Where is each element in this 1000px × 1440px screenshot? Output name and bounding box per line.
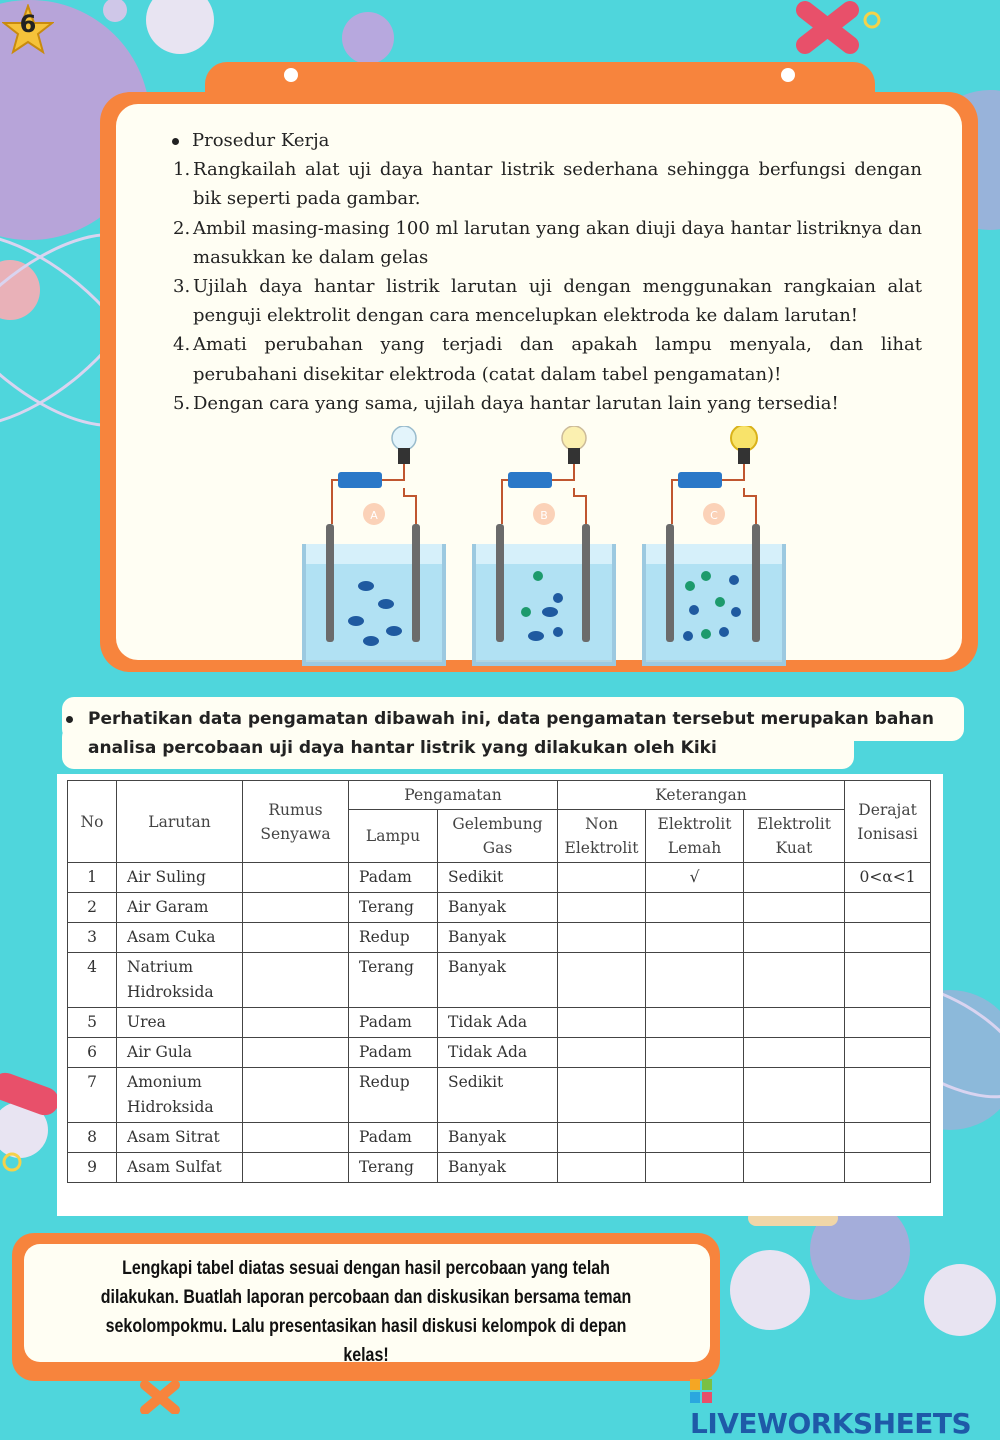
- cell-elektrolit-lemah: [646, 1068, 744, 1123]
- logo-text: LIVEWORKSHEETS: [690, 1407, 972, 1440]
- cell-non-elektrolit: [558, 1068, 646, 1123]
- beaker-c: [644, 426, 784, 664]
- header-keterangan: Keterangan: [558, 781, 845, 810]
- procedure-step: 1. Rangkailah alat uji daya hantar listrik sederhana sehingga berfungsi dengan bik seperti pada gambar.: [173, 159, 922, 210]
- cell-rumus-senyawa: [243, 1153, 349, 1183]
- tab-dot: [781, 68, 795, 82]
- procedure-section: [170, 126, 922, 418]
- bullet: [66, 716, 73, 723]
- cell-larutan: Air Suling: [117, 863, 243, 893]
- cell-rumus-senyawa: [243, 953, 349, 1008]
- cell-lampu: Padam: [349, 1038, 438, 1068]
- cell-gelembung-gas: Banyak: [438, 923, 558, 953]
- cell-larutan: Asam Cuka: [117, 923, 243, 953]
- beaker-b: [474, 426, 614, 664]
- bulb-icon: [731, 426, 757, 451]
- cell-elektrolit-lemah: [646, 923, 744, 953]
- cell-elektrolit-kuat: [744, 1153, 845, 1183]
- cell-no: 7: [68, 1068, 117, 1123]
- cell-lampu: Redup: [349, 923, 438, 953]
- cell-elektrolit-kuat: [744, 1123, 845, 1153]
- cell-no: 2: [68, 893, 117, 923]
- cell-derajat-ionisasi: [845, 923, 931, 953]
- cell-rumus-senyawa: [243, 893, 349, 923]
- cell-non-elektrolit: [558, 1008, 646, 1038]
- cell-derajat-ionisasi: [845, 1038, 931, 1068]
- cell-no: 5: [68, 1008, 117, 1038]
- cell-derajat-ionisasi: [845, 1123, 931, 1153]
- instruction-text: Perhatikan data pengamatan dibawah ini, data pengamatan tersebut merupakan bahan analisa percobaan uji daya hantar listrik yang dilakukan oleh Kiki: [88, 709, 934, 758]
- header-rumus: Rumus Senyawa: [243, 781, 349, 863]
- cell-elektrolit-kuat: [744, 1068, 845, 1123]
- cell-larutan: Air Garam: [117, 893, 243, 923]
- cell-elektrolit-kuat: [744, 1008, 845, 1038]
- table-body: [68, 863, 931, 1183]
- cell-derajat-ionisasi: 0<α<1: [845, 863, 931, 893]
- liveworksheets-icon: [690, 1379, 712, 1403]
- cell-larutan: Amonium Hidroksida: [117, 1068, 243, 1123]
- cell-larutan: Asam Sulfat: [117, 1153, 243, 1183]
- cell-no: 6: [68, 1038, 117, 1068]
- header-non-elektrolit: Non Elektrolit: [558, 810, 646, 863]
- cell-gelembung-gas: Banyak: [438, 893, 558, 923]
- header-no: No: [68, 781, 117, 863]
- cell-elektrolit-lemah: [646, 1038, 744, 1068]
- table-row: [68, 1068, 931, 1123]
- tab-dot: [284, 68, 298, 82]
- cell-larutan: Natrium Hidroksida: [117, 953, 243, 1008]
- bulb-icon: [392, 426, 416, 450]
- beaker-label: B: [540, 509, 548, 522]
- cell-larutan: Air Gula: [117, 1038, 243, 1068]
- battery-icon: [678, 472, 722, 488]
- cell-no: 9: [68, 1153, 117, 1183]
- cell-lampu: Padam: [349, 1123, 438, 1153]
- header-elektrolit-kuat: Elektrolit Kuat: [744, 810, 845, 863]
- table-row: [68, 863, 931, 893]
- cell-rumus-senyawa: [243, 1068, 349, 1123]
- cell-elektrolit-kuat: [744, 1038, 845, 1068]
- table-row: [68, 923, 931, 953]
- cell-lampu: Terang: [349, 1153, 438, 1183]
- observation-table-container: [57, 774, 943, 1216]
- procedure-step: 3. Ujilah daya hantar listrik larutan uji dengan menggunakan rangkaian alat penguji elektrolit dengan cara mencelupkan elektroda ke dalam larutan!: [173, 276, 922, 327]
- procedure-step: 4. Amati perubahan yang terjadi dan apakah lampu menyala, dan lihat perubahani disekitar elektroda (catat dalam tabel pengamatan)!: [173, 334, 922, 385]
- cell-non-elektrolit: [558, 1038, 646, 1068]
- cell-larutan: Urea: [117, 1008, 243, 1038]
- cell-derajat-ionisasi: [845, 1008, 931, 1038]
- cell-rumus-senyawa: [243, 923, 349, 953]
- table-row: [68, 953, 931, 1008]
- cell-derajat-ionisasi: [845, 1153, 931, 1183]
- task-text: Lengkapi tabel diatas sesuai dengan hasil percobaan yang telah dilakukan. Buatlah laporan percobaan dan diskusikan bersama teman sekolompokmu. Lalu presentasikan hasil diskusi kelompok di depan kelas!: [100, 1257, 632, 1366]
- cell-elektrolit-kuat: [744, 953, 845, 1008]
- header-larutan: Larutan: [117, 781, 243, 863]
- cell-elektrolit-lemah: √: [646, 863, 744, 893]
- procedure-title: Prosedur Kerja: [170, 126, 922, 155]
- table-row: [68, 1153, 931, 1183]
- cell-derajat-ionisasi: [845, 953, 931, 1008]
- battery-icon: [338, 472, 382, 488]
- cell-gelembung-gas: Sedikit: [438, 863, 558, 893]
- table-row: [68, 1038, 931, 1068]
- procedure-step: 2. Ambil masing-masing 100 ml larutan yang akan diuji daya hantar listriknya dan masukkan ke dalam gelas: [173, 217, 922, 268]
- cell-gelembung-gas: Banyak: [438, 1153, 558, 1183]
- cell-elektrolit-lemah: [646, 953, 744, 1008]
- cell-lampu: Padam: [349, 863, 438, 893]
- header-gelembung: Gelembung Gas: [438, 810, 558, 863]
- cell-elektrolit-kuat: [744, 923, 845, 953]
- beaker-label: C: [710, 509, 718, 522]
- cell-rumus-senyawa: [243, 1038, 349, 1068]
- bulb-icon: [562, 426, 586, 450]
- cell-no: 3: [68, 923, 117, 953]
- table-row: [68, 1123, 931, 1153]
- cell-rumus-senyawa: [243, 1123, 349, 1153]
- header-derajat: Derajat Ionisasi: [845, 781, 931, 863]
- cell-non-elektrolit: [558, 953, 646, 1008]
- cell-no: 8: [68, 1123, 117, 1153]
- procedure-steps: [170, 155, 922, 418]
- cell-non-elektrolit: [558, 923, 646, 953]
- cell-elektrolit-lemah: [646, 1008, 744, 1038]
- beaker-a: [304, 426, 444, 664]
- beaker-label: A: [370, 509, 378, 522]
- cell-gelembung-gas: Banyak: [438, 953, 558, 1008]
- observation-table: [67, 780, 931, 1183]
- cell-elektrolit-lemah: [646, 1123, 744, 1153]
- page-number: 6: [19, 10, 37, 38]
- cell-rumus-senyawa: [243, 863, 349, 893]
- cell-elektrolit-kuat: [744, 893, 845, 923]
- cell-elektrolit-lemah: [646, 1153, 744, 1183]
- cell-lampu: Padam: [349, 1008, 438, 1038]
- procedure-step: 5. Dengan cara yang sama, ujilah daya hantar larutan lain yang tersedia!: [173, 392, 839, 414]
- header-lampu: Lampu: [349, 810, 438, 863]
- cell-lampu: Redup: [349, 1068, 438, 1123]
- cell-lampu: Terang: [349, 953, 438, 1008]
- cell-elektrolit-kuat: [744, 863, 845, 893]
- conductivity-test-illustration: [296, 426, 796, 670]
- cell-gelembung-gas: Tidak Ada: [438, 1038, 558, 1068]
- cell-gelembung-gas: Tidak Ada: [438, 1008, 558, 1038]
- cell-gelembung-gas: Banyak: [438, 1123, 558, 1153]
- cell-lampu: Terang: [349, 893, 438, 923]
- header-pengamatan: Pengamatan: [349, 781, 558, 810]
- header-elektrolit-lemah: Elektrolit Lemah: [646, 810, 744, 863]
- cell-gelembung-gas: Sedikit: [438, 1068, 558, 1123]
- table-row: [68, 1008, 931, 1038]
- cell-no: 4: [68, 953, 117, 1008]
- cell-elektrolit-lemah: [646, 893, 744, 923]
- cell-rumus-senyawa: [243, 1008, 349, 1038]
- cell-non-elektrolit: [558, 863, 646, 893]
- cell-larutan: Asam Sitrat: [117, 1123, 243, 1153]
- cell-no: 1: [68, 863, 117, 893]
- cell-non-elektrolit: [558, 1123, 646, 1153]
- table-row: [68, 893, 931, 923]
- cell-derajat-ionisasi: [845, 893, 931, 923]
- battery-icon: [508, 472, 552, 488]
- cell-non-elektrolit: [558, 1153, 646, 1183]
- liveworksheets-logo[interactable]: [690, 1374, 990, 1440]
- cell-non-elektrolit: [558, 893, 646, 923]
- cell-derajat-ionisasi: [845, 1068, 931, 1123]
